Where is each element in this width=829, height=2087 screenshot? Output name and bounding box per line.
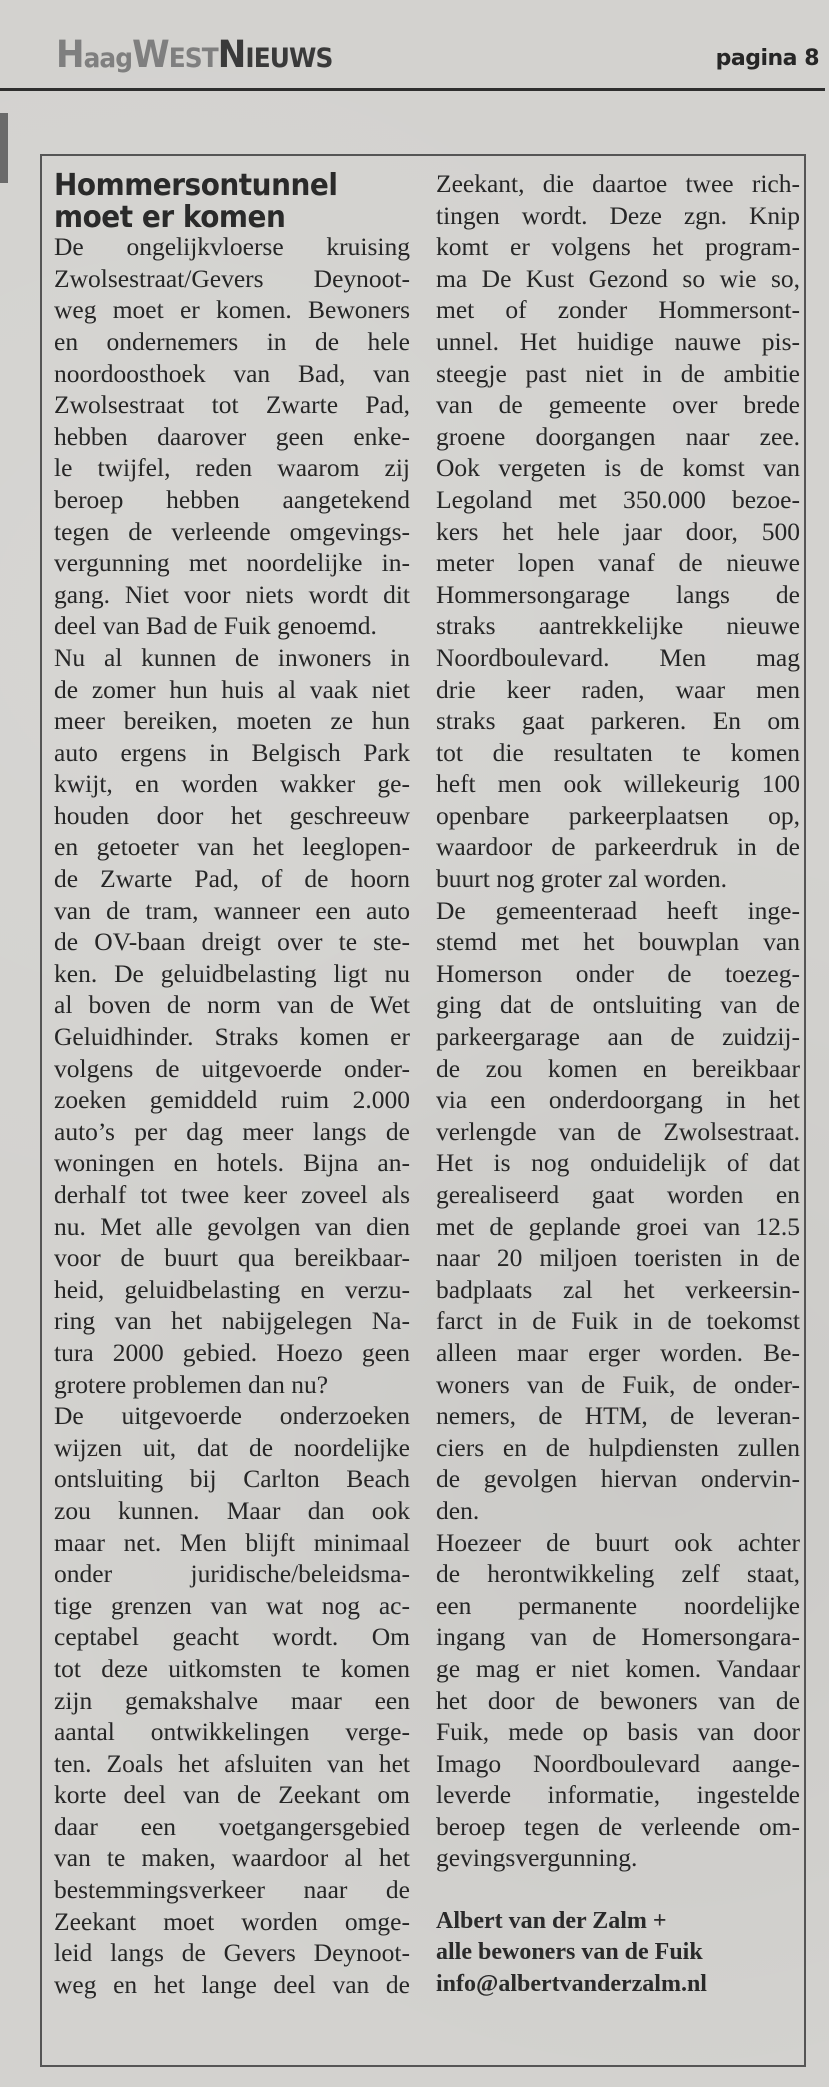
body-text-line: maar net. Men blijft minimaal xyxy=(54,1527,410,1557)
body-text-line: drie keer raden, waar men xyxy=(436,674,800,704)
body-text-line: Zeekant moet worden omge- xyxy=(54,1906,410,1936)
headline-line: Hommersontunnel xyxy=(54,168,338,203)
body-text-line: onder juridische/beleidsma- xyxy=(54,1559,410,1589)
body-text-line: nu. Met alle gevolgen van dien xyxy=(54,1211,410,1241)
body-text-line: Legoland met 350.000 bezoe- xyxy=(436,484,800,514)
body-text-line: Noordboulevard. Men mag xyxy=(436,642,800,672)
body-text-line: kwijt, en worden wakker ge- xyxy=(54,769,410,799)
body-text-line: voor de buurt qua bereikbaar- xyxy=(54,1243,410,1273)
body-text-line: ciers en de hulpdiensten zullen xyxy=(436,1432,800,1462)
body-text-line: heft men ook willekeurig 100 xyxy=(436,769,800,799)
body-text-line: ontsluiting bij Carlton Beach xyxy=(54,1464,410,1494)
body-text-line: leid langs de Gevers Deynoot- xyxy=(54,1938,410,1968)
body-text-line: weg en het lange deel van de xyxy=(54,1969,410,1999)
logo-nieuws: NIEUWS xyxy=(217,33,333,76)
body-text-line: tot deze uitkomsten te komen xyxy=(54,1653,410,1683)
body-text-line: unnel. Het huidige nauwe pis- xyxy=(436,326,800,356)
body-text-line: weg moet er komen. Bewoners xyxy=(54,295,410,325)
body-text-line: nemers, de HTM, de leveran- xyxy=(436,1401,800,1431)
body-text-line: De uitgevoerde onderzoeken xyxy=(54,1401,410,1431)
body-text-line: ingang van de Homersongara- xyxy=(436,1622,800,1652)
body-text-line: al boven de norm van de Wet xyxy=(54,990,410,1020)
body-text-line: leverde informatie, ingestelde xyxy=(436,1780,800,1810)
body-text-line: ceptabel geacht wordt. Om xyxy=(54,1622,410,1652)
body-text-line: daar een voetgangersgebied xyxy=(54,1811,410,1841)
body-text-line: deel van Bad de Fuik genoemd. xyxy=(54,611,377,641)
body-text-line: le twijfel, reden waarom zij xyxy=(54,453,410,483)
body-text-line: de gevolgen hiervan ondervin- xyxy=(436,1464,800,1494)
body-text-line: ten. Zoals het afsluiten van het xyxy=(54,1748,410,1778)
logo-west: WEST xyxy=(132,33,218,76)
body-text-line: van te maken, waardoor al het xyxy=(54,1843,410,1873)
body-text-line: Hommersongarage langs de xyxy=(436,579,800,609)
body-text-line: Hoezeer de buurt ook achter xyxy=(436,1527,800,1557)
body-text-line: gevingsvergunning. xyxy=(436,1843,638,1873)
signature-email: info@albertvanderzalm.nl xyxy=(436,1970,707,1997)
body-text-line: de zou komen en bereikbaar xyxy=(436,1053,800,1083)
body-text-line: tura 2000 gebied. Hoezo geen xyxy=(54,1337,410,1367)
newspaper-logo xyxy=(56,33,333,76)
body-text-line: meer bereiken, moeten ze hun xyxy=(54,706,410,736)
body-text-line: de Zwarte Pad, of de hoorn xyxy=(54,864,410,894)
body-text-line: straks aantrekkelijke nieuwe xyxy=(436,611,800,641)
body-text-line: tige grenzen van wat nog ac- xyxy=(54,1590,410,1620)
body-text-line: aantal ontwikkelingen verge- xyxy=(54,1717,410,1747)
body-text-line: den. xyxy=(436,1495,480,1525)
page-number: pagina 8 xyxy=(715,46,819,71)
signature-spacer xyxy=(436,1874,800,1906)
body-text-line: volgens de uitgevoerde onder- xyxy=(54,1053,410,1083)
left-body-text xyxy=(54,231,410,2000)
right-body-text xyxy=(436,168,800,1874)
body-text-line: via een onderdoorgang in het xyxy=(436,1085,800,1115)
body-text-line: korte deel van de Zeekant om xyxy=(54,1780,410,1810)
body-text-line: badplaats zal het verkeersin- xyxy=(436,1274,800,1304)
body-text-line: de OV-baan dreigt over te ste- xyxy=(54,927,410,957)
adjacent-column-edge xyxy=(0,113,8,183)
body-text-line: stemd met het bouwplan van xyxy=(436,927,800,957)
body-text-line: steegje past niet in de ambitie xyxy=(436,358,800,388)
body-text-line: straks gaat parkeren. En om xyxy=(436,706,800,736)
body-text-line: openbare parkeerplaatsen op, xyxy=(436,800,800,830)
body-text-line: de herontwikkeling zelf staat, xyxy=(436,1559,800,1589)
body-text-line: wijzen uit, dat de noordelijke xyxy=(54,1432,410,1462)
body-text-line: heid, geluidbelasting en verzu- xyxy=(54,1274,410,1304)
body-text-line: van de tram, wanneer een auto xyxy=(54,895,410,925)
body-text-line: verlengde van de Zwolsestraat. xyxy=(436,1116,800,1146)
body-text-line: zijn gemakshalve maar een xyxy=(54,1685,410,1715)
body-text-line: vergunning met noordelijke in- xyxy=(54,548,410,578)
headline-line: moet er komen xyxy=(54,199,286,235)
body-text-line: ging dat de ontsluiting van de xyxy=(436,990,800,1020)
body-text-line: tegen de verleende omgevings- xyxy=(54,516,410,546)
signature-residents: alle bewoners van de Fuik xyxy=(436,1939,703,1966)
body-text-line: Het is nog onduidelijk of dat xyxy=(436,1148,800,1178)
article-column-left xyxy=(54,166,410,2000)
body-text-line: tot die resultaten te komen xyxy=(436,737,800,767)
article-column-right xyxy=(436,168,800,2000)
body-text-line: Imago Noordboulevard aange- xyxy=(436,1748,800,1778)
body-text-line: ken. De geluidbelasting ligt nu xyxy=(54,958,410,988)
body-text-line: grotere problemen dan nu? xyxy=(54,1369,329,1399)
body-text-line: groene doorgangen naar zee. xyxy=(436,421,800,451)
body-text-line: gerealiseerd gaat worden en xyxy=(436,1180,800,1209)
body-text-line: een permanente noordelijke xyxy=(436,1590,800,1620)
body-text-line: het door de bewoners van de xyxy=(436,1685,800,1715)
body-text-line: naar 20 miljoen toeristen in de xyxy=(436,1243,800,1273)
body-text-line: ge mag er niet komen. Vandaar xyxy=(436,1653,800,1683)
header-rule xyxy=(0,88,825,91)
body-text-line: Zwolsestraat tot Zwarte Pad, xyxy=(54,390,410,420)
body-text-line: noordoosthoek van Bad, van xyxy=(54,358,410,388)
body-text-line: en ondernemers in de hele xyxy=(54,326,410,356)
body-text-line: met of zonder Hommersont- xyxy=(436,295,800,325)
logo-haag: Haag xyxy=(56,33,133,76)
body-text-line: woningen en hotels. Bijna an- xyxy=(54,1148,410,1178)
signature-author: Albert van der Zalm + xyxy=(436,1907,667,1934)
article-signature xyxy=(436,1906,800,2001)
body-text-line: meter lopen vanaf de nieuwe xyxy=(436,548,800,578)
body-text-line: Ook vergeten is de komst van xyxy=(436,453,800,483)
body-text-line: en getoeter van het leeglopen- xyxy=(54,832,410,862)
body-text-line: parkeergarage aan de zuidzij- xyxy=(436,1022,800,1052)
body-text-line: gang. Niet voor niets wordt dit xyxy=(54,579,410,609)
body-text-line: auto’s per dag meer langs de xyxy=(54,1116,410,1146)
body-text-line: waardoor de parkeerdruk in de xyxy=(436,832,800,862)
body-text-line: auto ergens in Belgisch Park xyxy=(54,737,410,767)
body-text-line: woners van de Fuik, de onder- xyxy=(436,1369,800,1399)
body-text-line: hebben daarover geen enke- xyxy=(54,421,410,451)
body-text-line: Nu al kunnen de inwoners in xyxy=(54,642,410,672)
body-text-line: tingen wordt. Deze zgn. Knip xyxy=(436,200,800,230)
body-text-line: van de gemeente over brede xyxy=(436,390,800,420)
body-text-line: Zeekant, die daartoe twee rich- xyxy=(436,169,800,198)
body-text-line: de zomer hun huis al vaak niet xyxy=(54,674,410,704)
body-text-line: zou kunnen. Maar dan ook xyxy=(54,1495,410,1525)
body-text-line: De ongelijkvloerse kruising xyxy=(54,232,410,262)
masthead xyxy=(0,0,829,95)
body-text-line: Zwolsestraat/Gevers Deynoot- xyxy=(54,263,410,293)
body-text-line: komt er volgens het program- xyxy=(436,232,800,262)
body-text-line: beroep tegen de verleende om- xyxy=(436,1811,800,1841)
body-text-line: alleen maar erger worden. Be- xyxy=(436,1337,800,1367)
article-headline xyxy=(54,166,417,235)
body-text-line: derhalf tot twee keer zoveel als xyxy=(54,1180,410,1209)
body-text-line: farct in de Fuik in de toekomst xyxy=(436,1306,800,1336)
body-text-line: zoeken gemiddeld ruim 2.000 xyxy=(54,1085,410,1115)
body-text-line: bestemmingsverkeer naar de xyxy=(54,1875,410,1905)
body-text-line: met de geplande groei van 12.5 xyxy=(436,1211,800,1241)
body-text-line: ma De Kust Gezond so wie so, xyxy=(436,263,800,293)
body-text-line: Fuik, mede op basis van door xyxy=(436,1717,800,1747)
body-text-line: De gemeenteraad heeft inge- xyxy=(436,895,800,925)
body-text-line: kers het hele jaar door, 500 xyxy=(436,516,800,546)
body-text-line: Geluidhinder. Straks komen er xyxy=(54,1022,410,1052)
body-text-line: Homerson onder de toezeg- xyxy=(436,958,800,988)
body-text-line: ring van het nabijgelegen Na- xyxy=(54,1306,410,1336)
body-text-line: beroep hebben aangetekend xyxy=(54,484,410,514)
body-text-line: houden door het geschreeuw xyxy=(54,800,410,830)
body-text-line: buurt nog groter zal worden. xyxy=(436,864,728,894)
